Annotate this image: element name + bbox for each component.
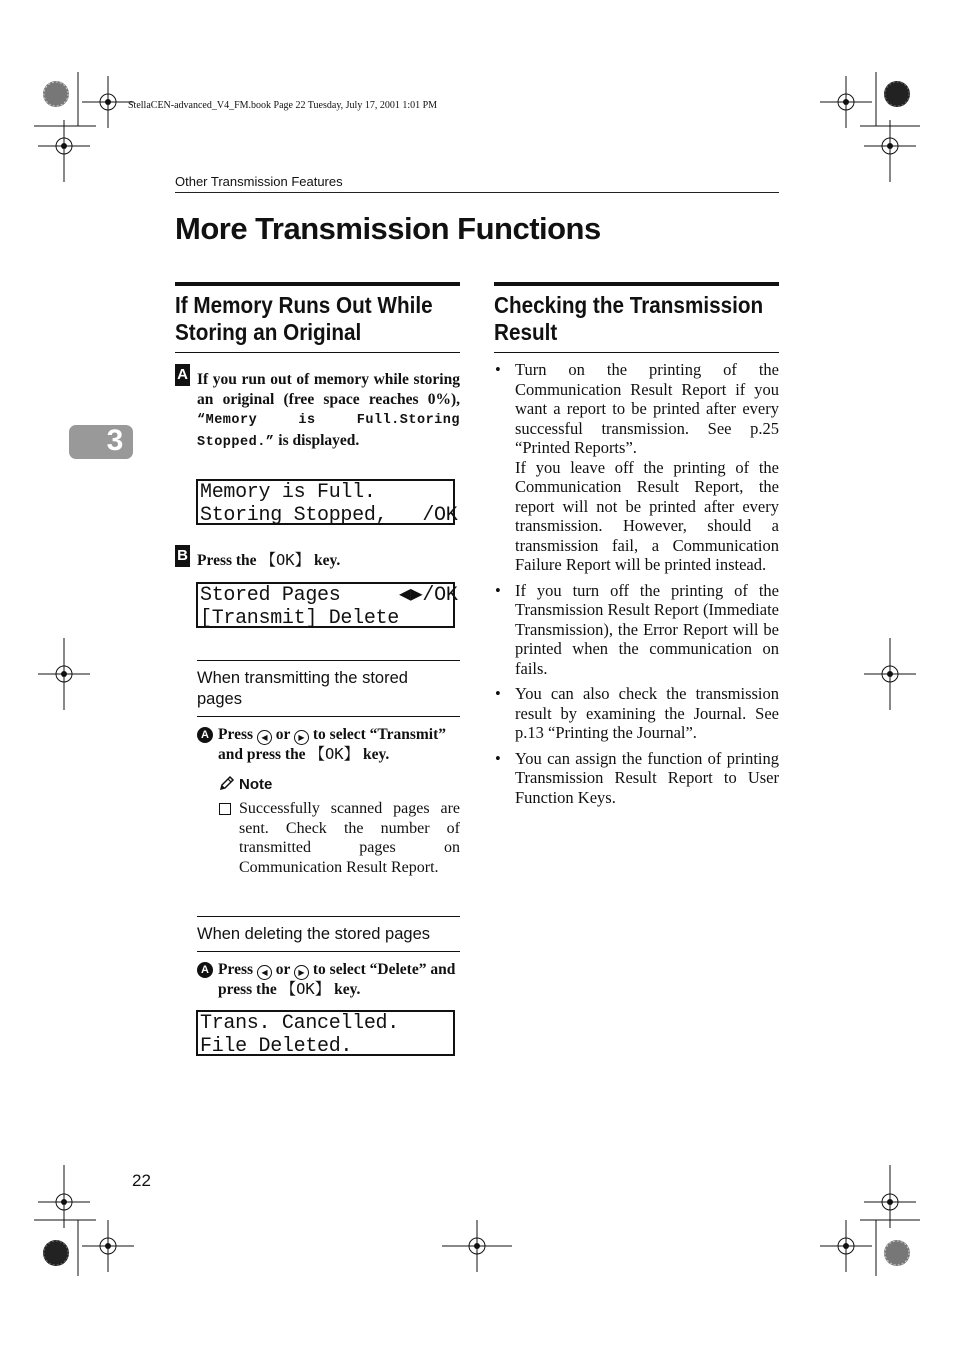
lcd-display-cancelled xyxy=(196,1010,455,1056)
chapter-number: 3 xyxy=(106,424,124,457)
lcd1-line2: Storing Stopped, /OK xyxy=(200,504,458,527)
step-1-message: “Memory is Full.Storing Stopped.” xyxy=(197,413,460,450)
sub2-top-rule xyxy=(197,916,460,917)
list-item xyxy=(495,749,779,808)
left-heading-bottom-rule xyxy=(175,352,460,353)
ok-key-label: 【OK】 xyxy=(260,551,311,569)
sub2-or-label: or xyxy=(275,961,291,978)
list-item xyxy=(495,581,779,679)
lcd-display-memory-full xyxy=(196,479,458,527)
sub1-top-rule xyxy=(197,660,460,661)
bullet-text: You can also check the transmission result by examining the Journal. See p.13 “Printing the Journal”. xyxy=(515,684,779,742)
note-checkbox-icon xyxy=(219,803,231,815)
bullet-continuation: If you leave off the printing of the Communication Result Report, the report will not be printed after every transmission. However, should a transmission fail, a Communication Failure Report will be printed instead. xyxy=(515,457,779,574)
sub2-heading: When deleting the stored pages xyxy=(197,925,430,943)
sub1-or-label: or xyxy=(275,726,291,743)
sub1-item-badge: A xyxy=(197,727,213,743)
step-1-badge: A xyxy=(175,364,190,386)
bullet-icon: • xyxy=(495,580,501,600)
lcd1-line1: Memory is Full. xyxy=(200,481,376,504)
sub2-item-text xyxy=(218,960,461,1000)
step-2-text xyxy=(197,551,460,571)
lcd-display-stored-pages xyxy=(196,582,458,630)
lcd2-line1: Stored Pages ◀▶/OK xyxy=(200,584,458,607)
right-section-heading xyxy=(494,292,794,346)
note-text: Successfully scanned pages are sent. Check the number of transmitted pages on Communication Result Report. xyxy=(239,800,460,876)
left-heading-line2: Storing an Original xyxy=(175,319,362,345)
bullet-icon: • xyxy=(495,360,501,379)
sub2-press-label: Press xyxy=(218,961,254,978)
bullet-text: Turn on the printing of the Communication Result Report if you want a report to be printed after every successful transmission. See p.25 “Printed Reports”. xyxy=(515,360,779,457)
left-section-heading xyxy=(175,292,475,346)
right-heading-top-rule xyxy=(494,282,779,286)
note-label: Note xyxy=(239,776,273,793)
left-arrow-key-icon: ◀ xyxy=(257,965,272,980)
running-header: Other Transmission Features xyxy=(175,174,343,189)
sub2-key-suffix: key. xyxy=(334,981,361,998)
sub1-key-suffix: key. xyxy=(363,746,390,763)
step-1-text-a: If you run out of memory while storing an original (free space reaches 0%), xyxy=(197,371,460,408)
step-1-text-b: is displayed. xyxy=(274,431,360,449)
sub1-ok-key: 【OK】 xyxy=(309,745,360,763)
right-heading-line2: Result xyxy=(494,319,558,345)
header-rule xyxy=(175,192,779,193)
right-arrow-key-icon: ▶ xyxy=(294,965,309,980)
sub2-item-badge: A xyxy=(197,962,213,978)
file-info-line: StellaCEN-advanced_V4_FM.book Page 22 Tuesday, July 17, 2001 1:01 PM xyxy=(128,100,438,111)
sub1-press-label: Press xyxy=(218,726,254,743)
lcd3-line1: Trans. Cancelled. xyxy=(200,1012,399,1035)
sub2-ok-key: 【OK】 xyxy=(280,980,331,998)
left-heading-line1: If Memory Runs Out While xyxy=(175,292,433,318)
sub1-instruction: to select “Transmit” and press the xyxy=(218,726,447,763)
step-2-badge: B xyxy=(175,545,190,567)
sub1-heading: When transmitting the stored pages xyxy=(197,669,408,708)
step-2-text-b: key. xyxy=(310,552,341,569)
right-heading-line1: Checking the Transmission xyxy=(494,292,764,318)
bullet-text: You can assign the function of printing Transmission Result Report to User Function Keys. xyxy=(515,748,779,807)
left-heading-top-rule xyxy=(175,282,460,286)
pencil-icon xyxy=(218,775,235,792)
right-heading-bottom-rule xyxy=(494,352,779,353)
lcd3-line2: File Deleted. xyxy=(200,1035,353,1058)
left-arrow-key-icon: ◀ xyxy=(257,730,272,745)
bullet-icon: • xyxy=(495,748,501,768)
list-item xyxy=(495,684,779,743)
sub2-bottom-rule xyxy=(197,951,460,952)
sub1-item-text xyxy=(218,725,460,765)
bullet-text: If you turn off the printing of the Transmission Result Report (Immediate Transmission), the Error Report will be printed when the communication on fails. xyxy=(515,580,779,678)
note-header xyxy=(218,775,272,794)
step-1-text xyxy=(197,370,460,452)
page-number: 22 xyxy=(132,1171,151,1190)
right-arrow-key-icon: ▶ xyxy=(294,730,309,745)
page-title: More Transmission Functions xyxy=(175,211,601,246)
sub2-instruction: to select “Delete” and press the xyxy=(218,961,456,998)
bullet-list xyxy=(495,360,779,813)
list-item xyxy=(495,360,779,575)
lcd2-line2: [Transmit] Delete xyxy=(200,607,399,630)
step-2-text-a: Press the xyxy=(197,552,261,569)
bullet-icon: • xyxy=(495,684,501,703)
sub1-bottom-rule xyxy=(197,716,460,717)
